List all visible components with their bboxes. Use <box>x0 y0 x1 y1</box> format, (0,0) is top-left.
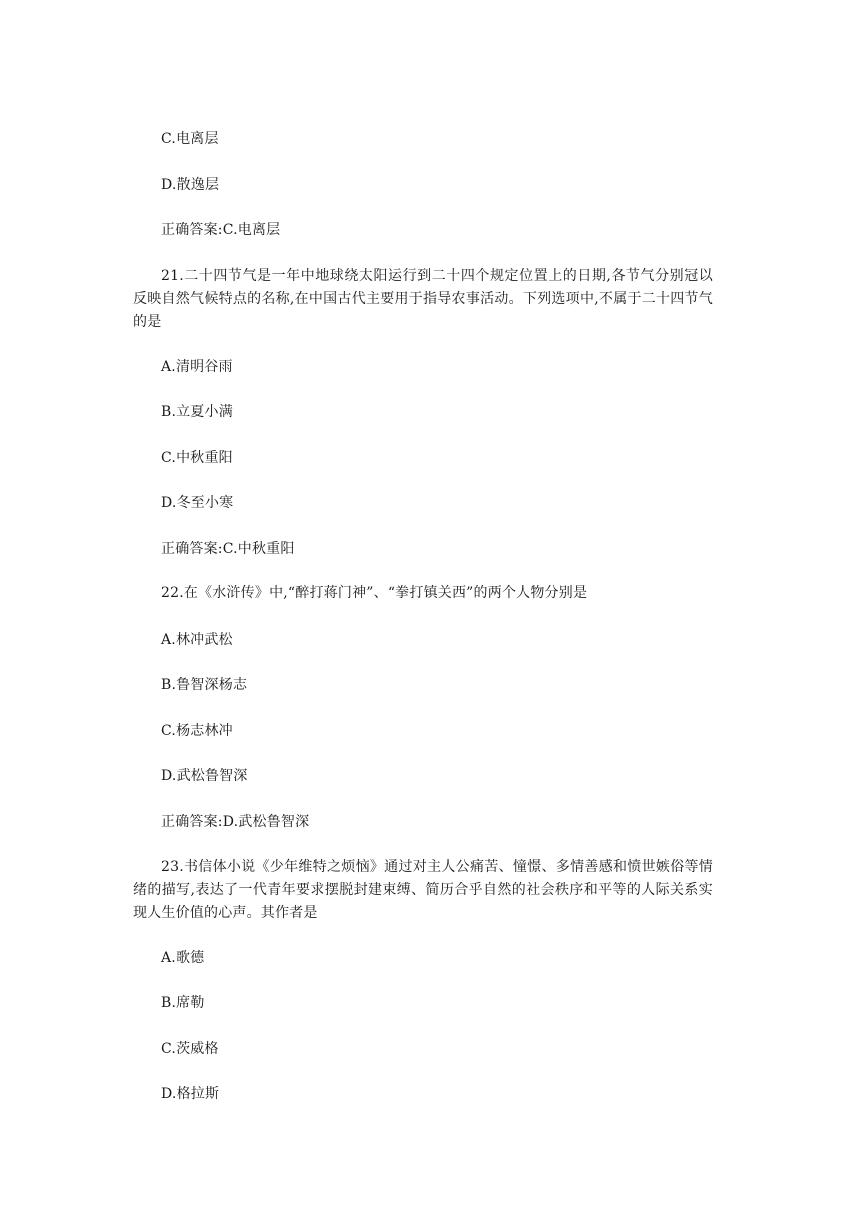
answer-q22: 正确答案:D.武松鲁智深 <box>161 814 310 830</box>
question-22: 22.在《水浒传》中,“醉打蒋门神”、“拳打镇关西”的两个人物分别是 <box>161 585 588 601</box>
q21-option-a: A.清明谷雨 <box>161 359 233 375</box>
q22-option-c: C.杨志林冲 <box>161 723 233 739</box>
q21-option-d: D.冬至小寒 <box>161 495 234 511</box>
q23-option-a: A.歌德 <box>161 950 205 966</box>
q22-option-a: A.林冲武松 <box>161 632 233 648</box>
option-c-ionosphere: C.电离层 <box>161 131 219 147</box>
q22-option-d: D.武松鲁智深 <box>161 768 248 784</box>
question-21: 21.二十四节气是一年中地球绕太阳运行到二十四个规定位置上的日期,各节气分别冠以反映自然气候特点的名称,在中国古代主要用于指导农事活动。下列选项中,不属于二十四节气的是 <box>133 268 713 330</box>
question-23: 23.书信体小说《少年维特之烦恼》通过对主人公痛苦、憧憬、多情善感和愤世嫉俗等情绪的描写,表达了一代青年要求摆脱封建束缚、简历合乎自然的社会秩序和平等的人际关系实现人生价值的心声。其作者是 <box>133 859 713 921</box>
q23-option-c: C.茨威格 <box>161 1041 219 1057</box>
q22-option-b: B.鲁智深杨志 <box>161 677 248 693</box>
answer-q21: 正确答案:C.中秋重阳 <box>161 541 295 557</box>
answer-q20: 正确答案:C.电离层 <box>161 222 281 238</box>
option-d-exosphere: D.散逸层 <box>161 177 220 193</box>
q23-option-b: B.席勒 <box>161 995 205 1011</box>
q21-option-c: C.中秋重阳 <box>161 450 233 466</box>
q23-option-d: D.格拉斯 <box>161 1086 220 1102</box>
q21-option-b: B.立夏小满 <box>161 404 233 420</box>
